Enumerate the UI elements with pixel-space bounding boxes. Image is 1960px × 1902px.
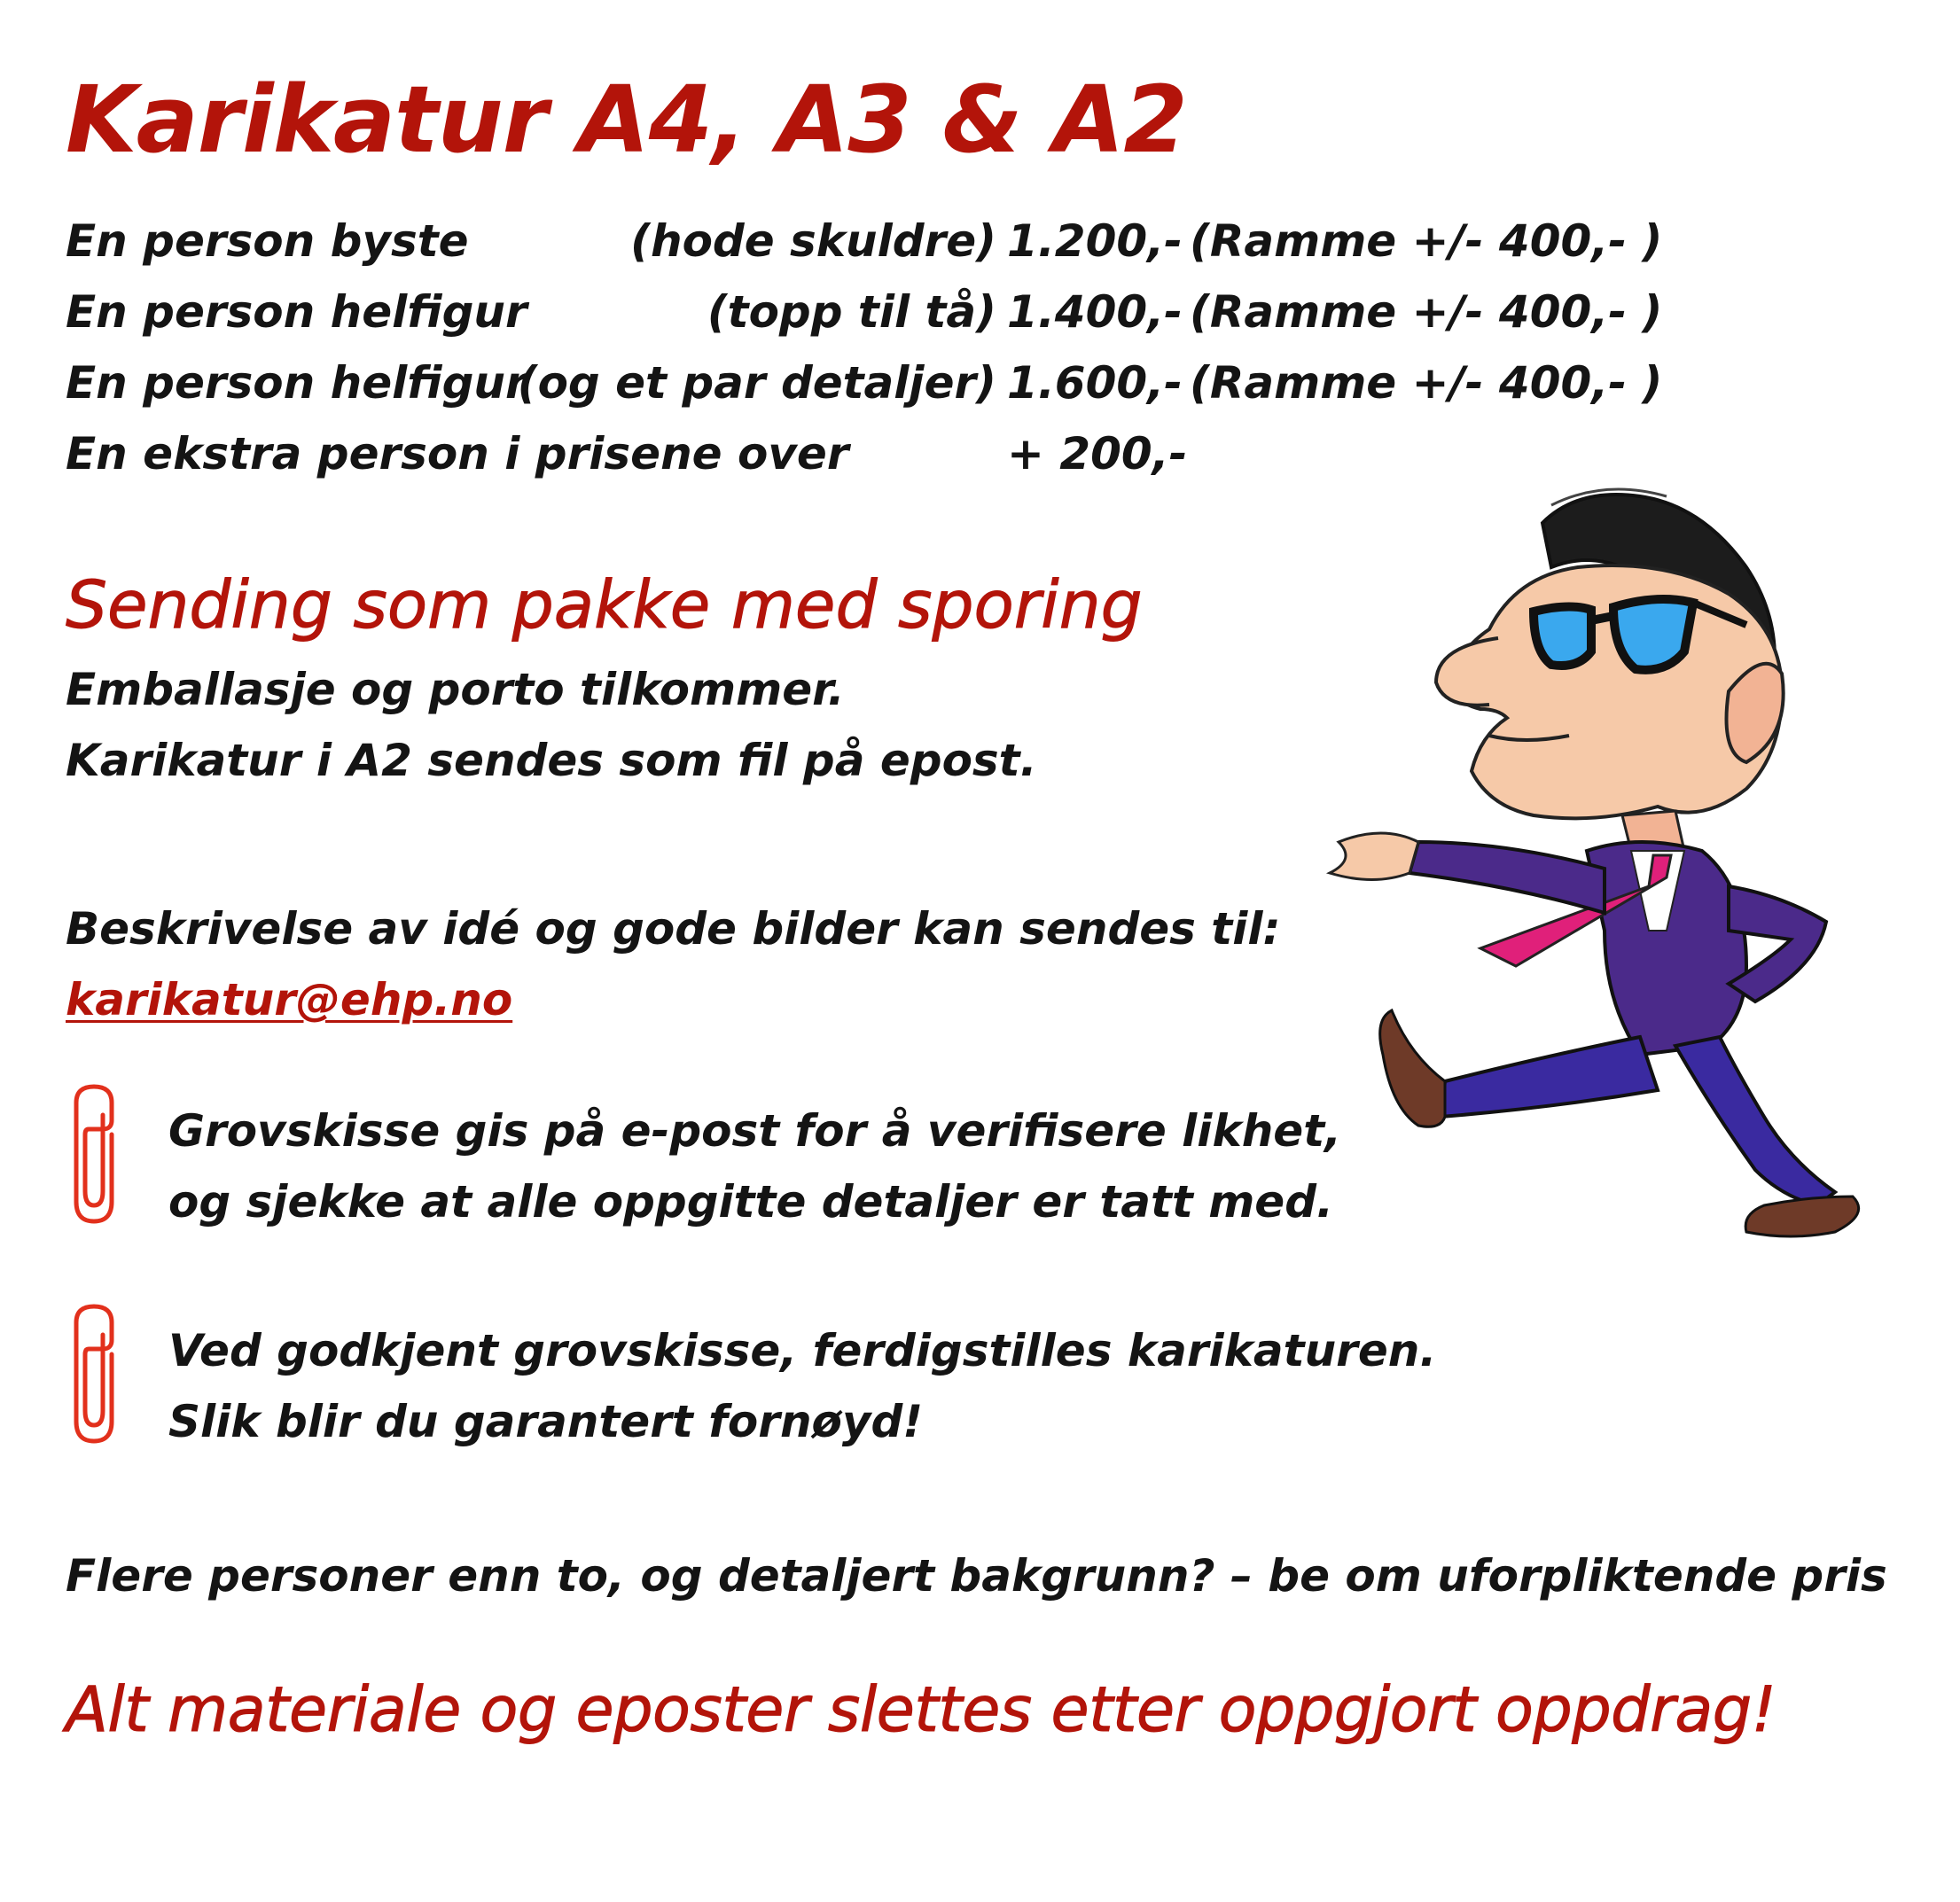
price-label: En person helfigur <box>66 286 527 338</box>
shipping-line: Karikatur i A2 sendes som fil på epost. <box>66 735 1037 786</box>
left-arm <box>1409 842 1605 913</box>
nose <box>1436 638 1498 705</box>
shipping-info <box>66 654 1037 796</box>
frame-price: (Ramme +/- 400,- ) <box>1190 286 1663 338</box>
closing-note: Alt materiale og eposter slettes etter oppgjort oppdrag! <box>66 1673 1776 1746</box>
shipping-heading: Sending som pakke med sporing <box>66 567 1143 643</box>
paperclip-icon <box>66 1080 129 1230</box>
frame-price: (Ramme +/- 400,- ) <box>1190 357 1663 409</box>
email-link[interactable]: karikatur@ehp.no <box>66 974 513 1025</box>
left-hand <box>1330 833 1418 880</box>
back-leg <box>1675 1037 1835 1205</box>
more-persons-note: Flere personer enn to, og detaljert bakgrunn? – be om uforpliktende pris <box>66 1550 1887 1602</box>
frame-price: (Ramme +/- 400,- ) <box>1190 215 1663 267</box>
note-approval <box>66 1299 1484 1450</box>
price-label: En ekstra person i prisene over <box>66 428 849 479</box>
page-title: Karikatur A4, A3 & A2 <box>66 66 1187 174</box>
note-rough-sketch <box>66 1080 1484 1230</box>
contact-intro: Beskrivelse av idé og gode bilder kan sendes til: <box>66 903 1281 955</box>
note-line: Slik blir du garantert fornøyd! <box>168 1396 924 1447</box>
back-shoe <box>1745 1197 1859 1236</box>
price-value: 1.400,- <box>1007 286 1183 338</box>
paperclip-icon <box>66 1299 129 1450</box>
front-shoe <box>1380 1010 1445 1126</box>
price-value: 1.600,- <box>1007 357 1183 409</box>
price-value: 1.200,- <box>1007 215 1183 267</box>
price-detail: (og et par detaljer) <box>517 357 996 409</box>
price-value: + 200,- <box>1007 428 1188 479</box>
front-leg <box>1441 1037 1658 1117</box>
note-line: og sjekke at alle oppgitte detaljer er tatt med. <box>168 1176 1333 1228</box>
note-text <box>168 1095 1341 1237</box>
price-label: En person byste <box>66 215 469 267</box>
price-label: En person helfigur <box>66 357 527 409</box>
contact-info <box>66 893 1280 1035</box>
note-line: Grovskisse gis på e-post for å verifisere likhet, <box>168 1105 1342 1157</box>
note-line: Ved godkjent grovskisse, ferdigstilles karikaturen. <box>168 1325 1437 1376</box>
price-detail: (topp til tå) <box>707 286 996 338</box>
caricature-illustration <box>1285 470 1924 1267</box>
price-detail: (hode skuldre) <box>630 215 996 267</box>
note-text <box>168 1315 1436 1457</box>
shipping-line: Emballasje og porto tilkommer. <box>66 664 845 715</box>
